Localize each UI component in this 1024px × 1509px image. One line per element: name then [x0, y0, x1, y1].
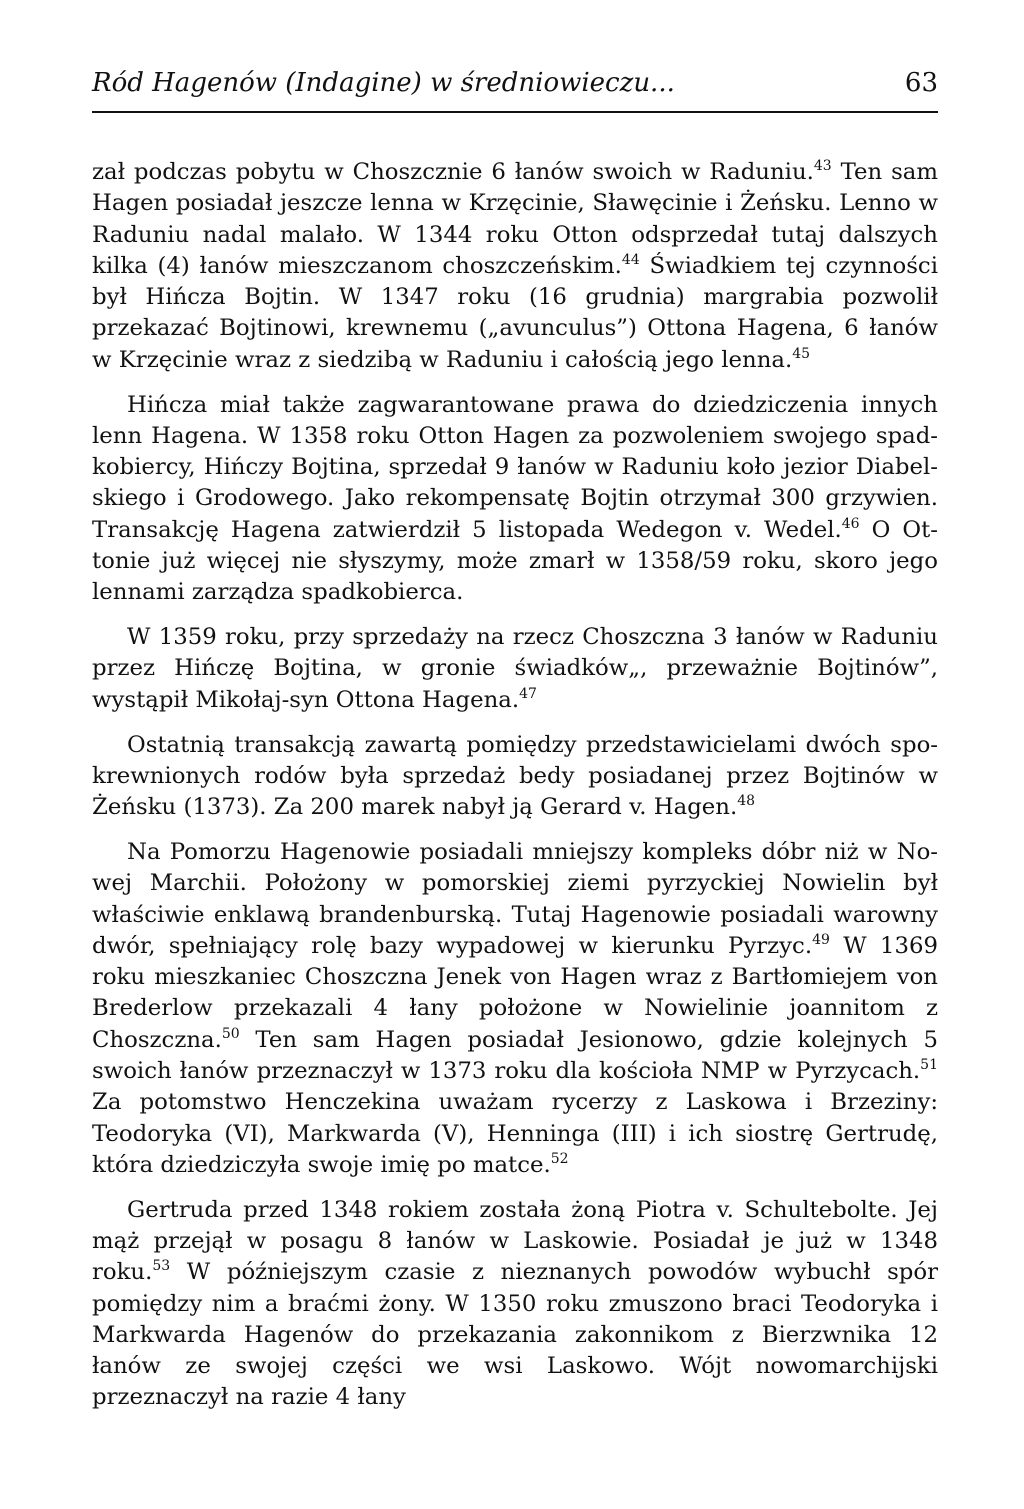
footnote-ref: 49 [812, 931, 830, 948]
text-run: zał podczas pobytu w Choszcznie 6 łanów swoich w Raduniu. [92, 159, 814, 185]
running-title: Ród Hagenów (Indagine) w średniowieczu... [92, 68, 675, 98]
footnote-ref: 51 [920, 1057, 938, 1074]
footnote-ref: 48 [737, 793, 756, 810]
text-run: Hińcza miał także zagwarantowane prawa do dziedziczenia innych lenn Hagena. W 1358 roku Otton Hagen za pozwoleniem swojego spadkobiercy, Hińczy Bojtina, sprzedał 9 łanów w Raduniu koło jezior Diabelskiego i Grodowego. Jako rekompensatę Bojtin otrzymał 300 grzywien. Transakcję Hagena zatwierdził 5 listopada Wedegon v. Wedel. [92, 391, 938, 543]
text-run: Ten sam Hagen posiadał jeszcze lenna w Krzęcinie, Sławęcinie i Żeńsku. Lenno w Raduniu nadal malało. W 1344 roku Otton odsprzedał tutaj dalszych kilka (4) łanów mieszczanom choszczeńskim. [92, 159, 938, 279]
paragraph [92, 1195, 938, 1414]
text-run: W 1359 roku, przy sprzedaży na rzecz Choszczna 3 łanów w Raduniu przez Hińczę Bojtina, w gronie świadków„, przeważnie Bojtinów”, wystąpił Mikołaj-syn Ottona Hagena. [92, 624, 938, 713]
text-run: W 1369 roku mieszkaniec Choszczna Jenek von Hagen wraz z Bartłomiejem von Brederlow przekazali 4 łany położone w Nowielinie joannitom z Choszczna. [92, 932, 938, 1053]
text-run: W późniejszym czasie z nieznanych powodów wybuchł spór pomiędzy nim a braćmi żony. W 1350 roku zmuszono braci Teodoryka i Markwarda Hagenów do przekazania zakonnikom z Bierzwnika 12 łanów ze swojej części we wsi Laskowo. Wójt nowomarchijski przeznaczył na razie 4 łany [92, 1259, 938, 1411]
paragraph [92, 622, 938, 716]
footnote-ref: 50 [221, 1025, 240, 1042]
running-header [92, 66, 938, 100]
footnote-ref: 45 [792, 345, 811, 362]
text-run: Ostatnią transakcją zawartą pomiędzy przedstawicielami dwóch spokrewnionych rodów była sprzedaż bedy posiadanej przez Bojtinów w Żeńsku (1373). Za 200 marek nabył ją Gerard v. Hagen. [92, 731, 938, 821]
text-run: Za potomstwo Henczekina uważam rycerzy z Laskowa i Brzeziny: Teodoryka (VI), Markwarda (V), Henninga (III) i ich siostrę Gertrudę, która dziedziczyła swoje imię po matce. [92, 1089, 938, 1178]
text-run: Gertruda przed 1348 rokiem została żoną Piotra v. Schultebolte. Jej mąż przejął w posagu 8 łanów w Laskowie. Posiadał je już w 1348 roku. [92, 1196, 938, 1286]
text-run: O Ottonie już więcej nie słyszymy, może zmarł w 1358/59 roku, skoro jego lennami zarządza spadkobierca. [92, 516, 938, 606]
footnote-ref: 53 [152, 1258, 171, 1275]
footnote-ref: 47 [519, 685, 537, 702]
paragraph [92, 390, 938, 609]
text-run: Na Pomorzu Hagenowie posiadali mniejszy kompleks dóbr niż w Nowej Marchii. Położony w pomorskiej ziemi pyrzyckiej Nowielin był właściwie enklawą brandenburską. Tutaj Hagenowie posiadali warowny dwór, spełniający rolę bazy wypadowej w kierunku Pyrzyc. [92, 838, 938, 959]
text-run: Świadkiem tej czynności był Hińcza Bojtin. W 1347 roku (16 grudnia) margrabia pozwolił przekazać Bojtinowi, krewnemu („avunculus”) Ottona Hagena, 6 łanów w Krzęcinie wraz z siedzibą w Raduniu i całością jego lenna. [92, 252, 938, 373]
footnote-ref: 43 [813, 158, 832, 174]
header-rule [92, 111, 938, 113]
paragraph [92, 837, 938, 1181]
body-text [92, 157, 938, 1427]
paragraph [92, 157, 938, 376]
page-number: 63 [904, 68, 938, 98]
footnote-ref: 46 [841, 515, 860, 532]
paragraph [92, 730, 938, 824]
footnote-ref: 52 [550, 1150, 569, 1167]
footnote-ref: 44 [621, 251, 640, 268]
text-run: Ten sam Hagen posiadał Jesionowo, gdzie kolejnych 5 swoich łanów przeznaczył w 1373 roku dla kościoła NMP w Pyrzycach. [92, 1026, 938, 1085]
